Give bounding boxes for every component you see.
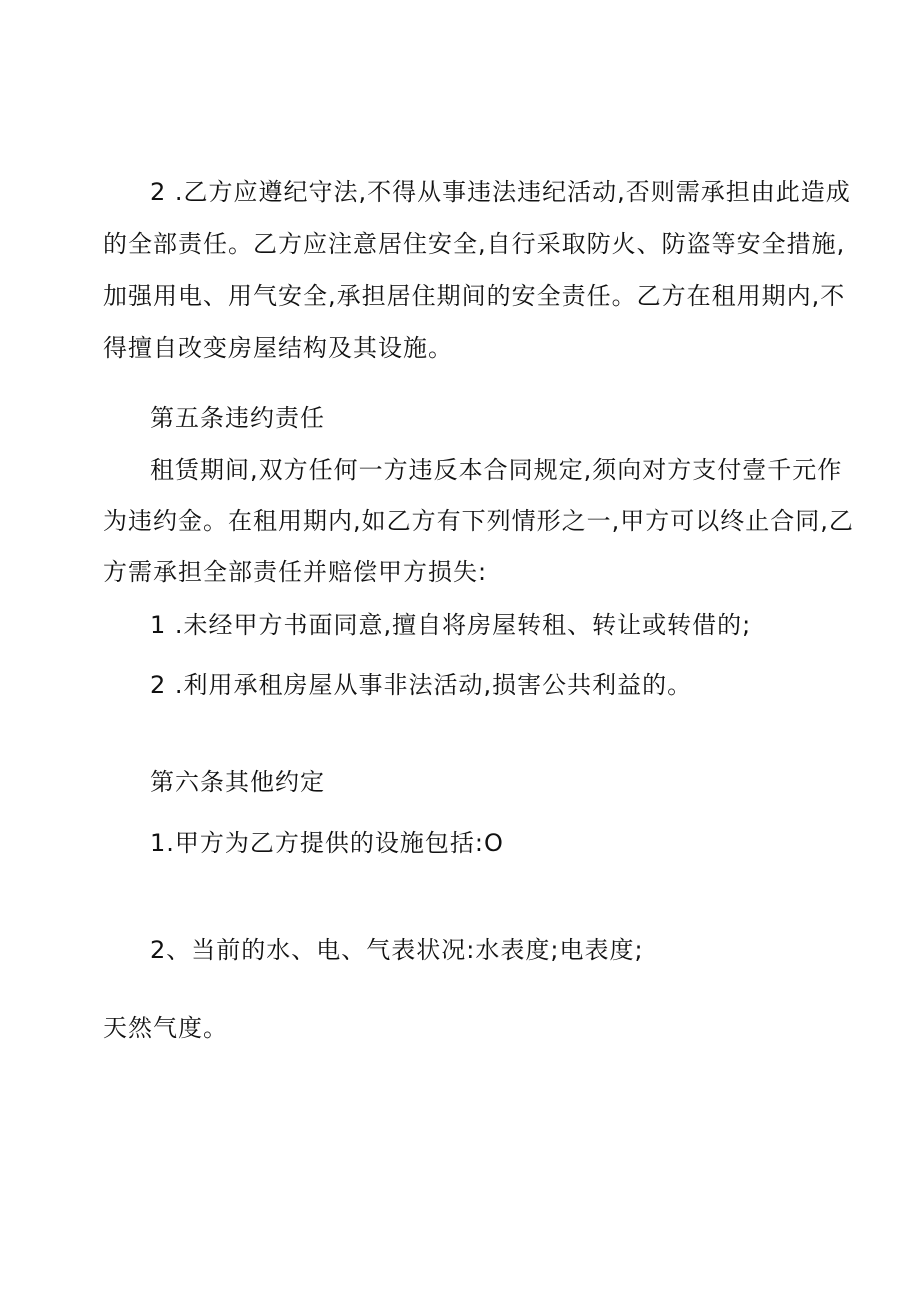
clause5-item1: 1 .未经甲方书面同意,擅自将房屋转租、转让或转借的; bbox=[150, 611, 752, 639]
clause6-heading: 第六条其他约定 bbox=[150, 768, 325, 796]
clause5-line2: 为违约金。在租用期内,如乙方有下列情形之一,甲方可以终止合同,乙 bbox=[103, 507, 854, 535]
clause6-item2-continuation: 天然气度。 bbox=[103, 1014, 228, 1042]
clause6-item1: 1.甲方为乙方提供的设施包括:O bbox=[150, 829, 504, 857]
clause5-item2: 2 .利用承租房屋从事非法活动,损害公共利益的。 bbox=[150, 671, 693, 699]
clause4-item2-line4: 得擅自改变房屋结构及其设施。 bbox=[103, 334, 453, 362]
clause5-line1: 租赁期间,双方任何一方违反本合同规定,须向对方支付壹千元作 bbox=[150, 456, 843, 484]
clause4-item2-line3: 加强用电、用气安全,承担居住期间的安全责任。乙方在租用期内,不 bbox=[103, 282, 846, 310]
clause5-heading: 第五条违约责任 bbox=[150, 404, 325, 432]
clause4-item2-line1: 2 .乙方应遵纪守法,不得从事违法违纪活动,否则需承担由此造成 bbox=[150, 178, 851, 206]
clause5-line3: 方需承担全部责任并赔偿甲方损失: bbox=[103, 558, 488, 586]
clause6-item2: 2、当前的水、电、气表状况:水表度;电表度; bbox=[150, 936, 644, 964]
clause4-item2-line2: 的全部责任。乙方应注意居住安全,自行采取防火、防盗等安全措施, bbox=[103, 230, 846, 258]
